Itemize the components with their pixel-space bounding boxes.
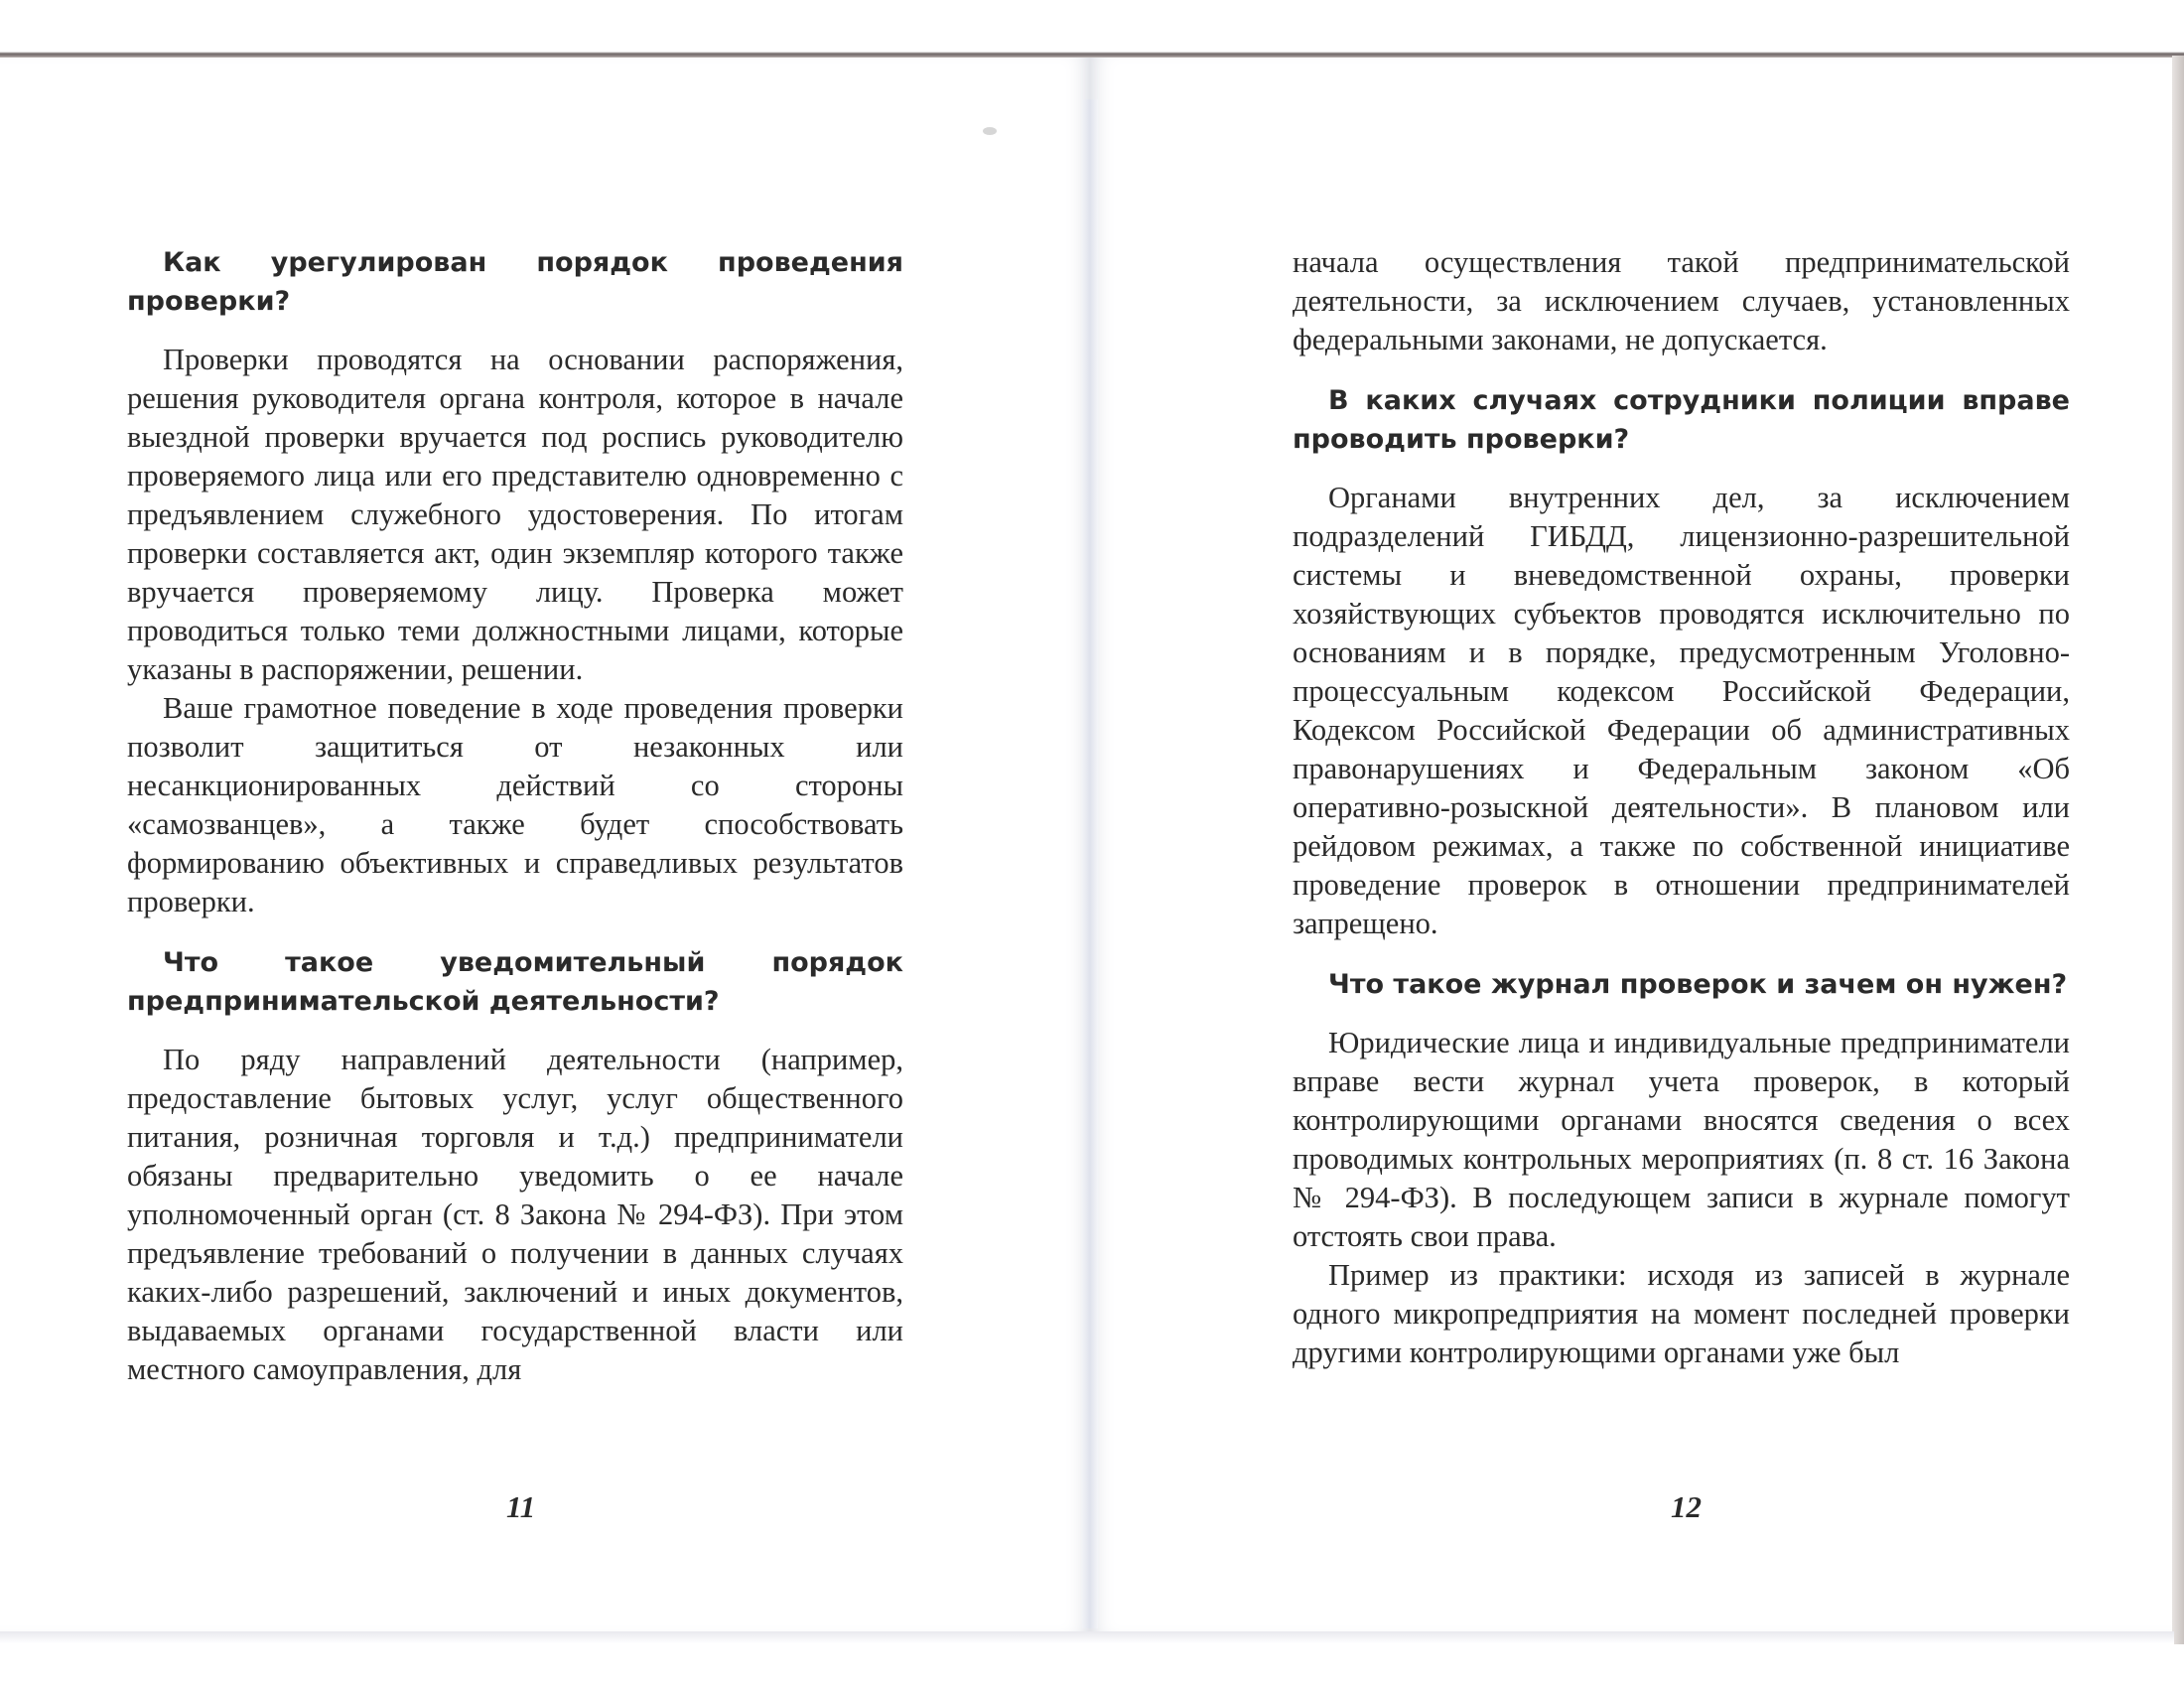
paragraph-inspection-basis: Проверки проводятся на основании распоряжения, решения руководителя органа контроля, которое в начале выездной проверки вручается под роспись руководителю проверяемого лица или его представителю одновременно с предъявлением служебного удостоверения. По итогам проверки составляется акт, один экземпляр которого также вручается проверяемому лицу. Проверка может проводиться только теми должностными лицами, которые указаны в распоряжении, решении. <box>127 343 903 686</box>
right-page-text <box>1293 243 2070 1372</box>
scan-top-edge <box>0 0 2184 58</box>
page-number-left: 11 <box>506 1489 536 1524</box>
paragraph-continuation: начала осуществления такой предпринимательской деятельности, за исключением случаев, установленных федеральными законами, не допускается. <box>1293 245 2070 356</box>
paragraph-notification-details: По ряду направлений деятельности (например, предоставление бытовых услуг, услуг общественного питания, розничная торговля и т.д.) предприниматели обязаны предварительно уведомить о ее начале уполномоченный орган (ст. 8 Закона № 294-ФЗ). При этом предъявление требований о получении в данных случаях каких-либо разрешений, заключений и иных документов, выдаваемых органами государственной власти или местного самоуправления, для <box>127 1043 903 1386</box>
heading-police-inspections: В каких случаях сотрудники полиции вправе проводить проверки? <box>1293 385 2070 455</box>
book-spine <box>1082 99 1098 1628</box>
paragraph-police-inspections: Органами внутренних дел, за исключением подразделений ГИБДД, лицензионно-разрешительной системы и вневедомственной охраны, проверки хозяйствующих субъектов проводятся исключительно по основаниям и в порядке, предусмотренным Уголовно-процессуальным кодексом Российской Федерации, Кодексом Российской Федерации об административных правонарушениях и Федеральным законом «Об оперативно-розыскной деятельности». В плановом или рейдовом режимах, а также по собственной инициативе проведение проверок в отношении предпринимателей запрещено. <box>1293 481 2070 940</box>
heading-inspection-procedure: Как урегулирован порядок проведения проверки? <box>127 247 903 317</box>
heading-inspection-journal: Что такое журнал проверок и зачем он нужен? <box>1328 969 2068 1000</box>
heading-notification-procedure: Что такое уведомительный порядок предпринимательской деятельности? <box>127 947 903 1017</box>
page-number-right: 12 <box>1671 1489 1702 1524</box>
paper-speck <box>983 127 997 135</box>
scan-right-edge <box>2172 56 2184 1644</box>
scan-bottom-edge <box>0 1631 2174 1688</box>
left-page-text <box>127 243 903 1389</box>
paragraph-inspection-journal: Юридические лица и индивидуальные предприниматели вправе вести журнал учета проверок, в который контролирующими органами вносятся сведения о всех проводимых контрольных мероприятиях (п. 8 ст. 16 Закона № 294-ФЗ). В последующем записи в журнале помогут отстоять свои права. <box>1293 1026 2070 1253</box>
paragraph-competent-behavior: Ваше грамотное поведение в ходе проведения проверки позволит защититься от незаконных или несанкционированных действий со стороны «самозванцев», а также будет способствовать формированию объективных и справедливых результатов проверки. <box>127 691 903 918</box>
paragraph-practice-example: Пример из практики: исходя из записей в журнале одного микропредприятия на момент последней проверки другими контролирующими органами уже был <box>1293 1258 2070 1369</box>
